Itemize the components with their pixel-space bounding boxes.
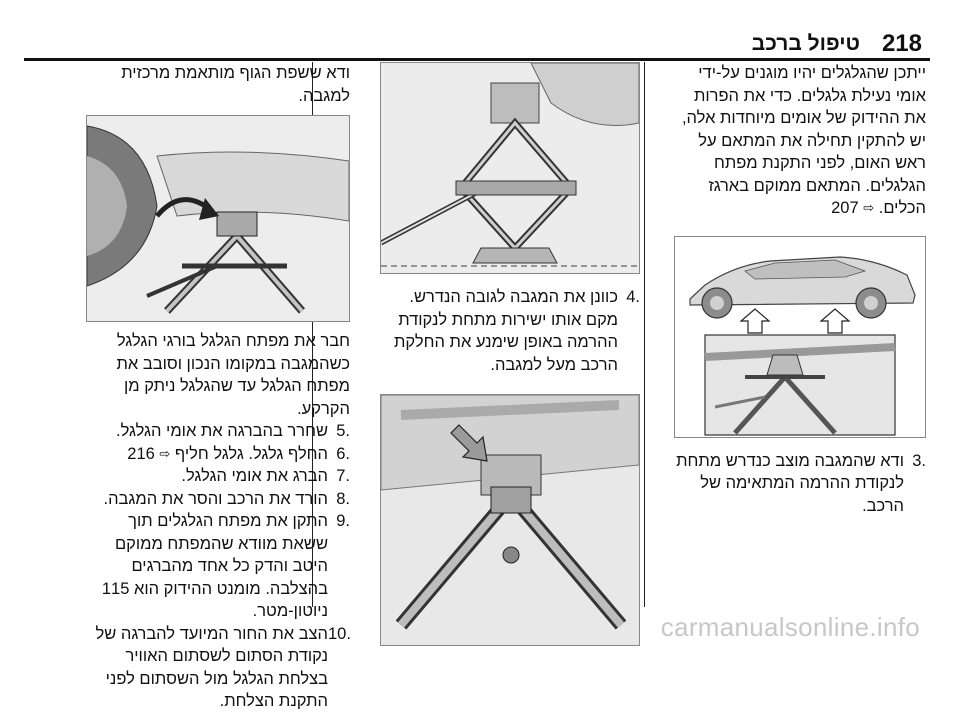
step-6 [78, 443, 350, 466]
jack-alignment-note: ודא ששפת הגוף מותאמת מרכזית למגבה. [121, 64, 350, 105]
step-7 [78, 465, 350, 488]
step-number: 6. [336, 444, 350, 463]
column-right [670, 62, 926, 612]
step-8 [78, 488, 350, 511]
step-text: הברג את אומי הגלגל. [181, 467, 328, 485]
step-number: 4. [626, 288, 640, 306]
wheel-lock-intro-ref: 207 [831, 199, 859, 217]
step-ref: 216 [127, 444, 155, 463]
jack-position-figure [380, 394, 640, 646]
step-text: התקן את מפתח הגלגלים תוך ששאת מוודא שהמפתח ממוקם היטב והדק כל אחד מהברגים בהצלבה. מומנט ההידוק הוא 115 ניוטון-מטר. [101, 512, 328, 620]
wheel-lift-illustration [87, 116, 349, 321]
step-10 [78, 623, 350, 713]
step-text: שחרר בהברגה את אומי הגלגל. [115, 422, 328, 440]
step-3 [670, 450, 926, 518]
step-number: 7. [336, 467, 350, 485]
step-number: 9. [336, 512, 350, 530]
step-4 [382, 286, 640, 376]
step-text: כוונן את המגבה לגובה הנדרש. מקם אותו ישירות מתחת לנקודת ההרמה באופן שימנע את החלקת הרכב מעל למגבה. [393, 288, 618, 374]
step-text: ודא שהמגבה מוצב כנדרש מתחת לנקודת ההרמה המתאימה של הרכב. [676, 451, 904, 515]
step-text: החלף גלגל. גלגל חליף [174, 444, 328, 463]
step-number: 10. [328, 624, 351, 643]
step-number: 8. [336, 489, 350, 508]
column-left [78, 62, 351, 710]
page-reference-icon: ⇨ [159, 445, 171, 461]
wheel-wrench-para: חבר את מפתח הגלגל בורגי הגלגל כשהמגבה במקומו הנכון וסובב את מפתח הגלגל עד שהגלגל ניתק מן הקרקע. [116, 332, 350, 418]
step-number: 5. [336, 422, 350, 440]
step-text: הצב את החור המיועד להברגה של נקודת הסתום לשסתום האוויר בצלחת הגלגל מול השסתום לפני התקנת הצלחת. [95, 624, 328, 710]
wheel-lift-figure [86, 115, 350, 322]
page-header [0, 22, 960, 58]
jack-position-illustration [381, 395, 639, 645]
column-middle [382, 62, 640, 612]
jack-height-figure [380, 62, 640, 274]
column-divider-right [644, 62, 645, 607]
page-reference-icon: ⇨ [863, 200, 875, 215]
lift-points-illustration [675, 237, 925, 437]
page-number: 218 [881, 30, 922, 57]
step-text: הורד את הרכב והסר את המגבה. [103, 489, 328, 508]
jack-height-illustration [381, 63, 639, 273]
section-title: טיפול ברכב [751, 32, 860, 55]
step-text-wrap [78, 443, 328, 466]
step-9 [78, 510, 350, 623]
watermark[interactable]: carmanualsonline.info [660, 612, 920, 642]
header-rule [24, 58, 930, 61]
wheel-lock-intro [670, 62, 926, 220]
lift-points-figure [674, 236, 926, 438]
step-number: 3. [912, 451, 926, 470]
step-5 [78, 420, 350, 443]
wheel-lock-intro-text: ייתכן שהגלגלים יהיו מוגנים על-ידי אומי נעילת גלגלים. כדי את הפרות את ההידוק של אומים מיוחדות אלה, יש להתקין תחילה את המתאם על ראש האום, לפני התקנת מפתח הגלגלים. המתאם ממוקם בארגז הכלים. [681, 64, 926, 217]
